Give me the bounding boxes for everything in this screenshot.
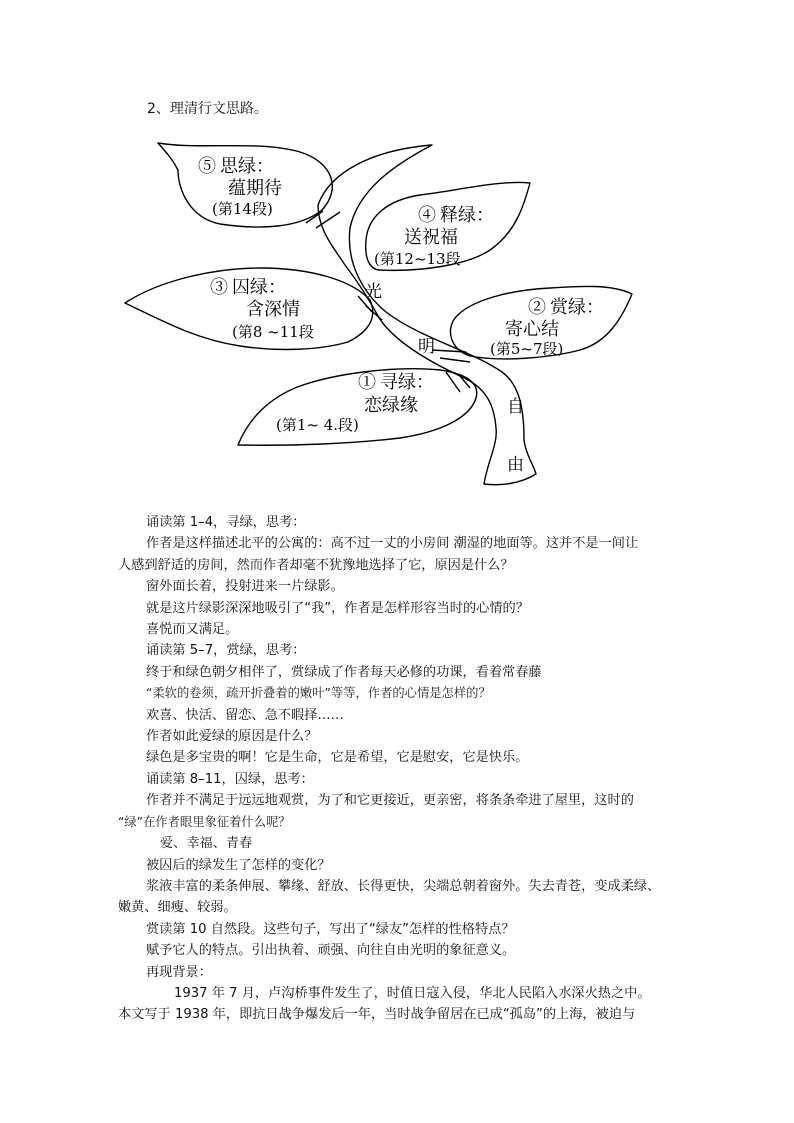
text-line: 窗外面长着，投射进来一片绿影。 [146,579,344,595]
svg-text:①寻绿： [358,372,434,393]
leaf-4-range: (第12~13段 [374,250,461,268]
text-line: “绿”在作者眼里象征着什么呢？ [118,814,291,829]
text-line: 喜悦而又满足。 [146,622,239,638]
text-line: 嫩黄、细瘦、较弱。 [118,900,237,916]
leaf-1-name: 寻绿： [380,372,434,393]
leaf-2-name: 赏绿： [550,297,604,318]
text-line: 1937 年 7 月，卢沟桥事件发生了，时值日寇入侵，华北人民陷入水深火热之中。 [174,985,651,1001]
text-line: 终于和绿色朝夕相伴了，赏绿成了作者每天必修的功课，看着常春藤 [146,664,542,680]
branch-right [432,350,470,362]
stem-char-ming: 明 [418,337,435,357]
text-line: 人感到舒适的房间，然而作者却毫不犹豫地选择了它，原因是什么？ [118,557,514,573]
text-line: 诵读第 1–4，寻绿，思考： [146,515,306,530]
text-line: 赋予它人的特点。引出执着、顽强、向往自由光明的象征意义。 [146,943,516,959]
leaf-3-name: 囚绿： [232,277,286,298]
leaf-1-number: ① [358,372,376,393]
leaf-3-number: ③ [210,277,228,298]
leaf-1-theme: 恋绿缘 [364,395,418,416]
leaf-5-theme: 蕴期待 [228,178,282,199]
leaf-5-number: ⑤ [198,156,216,177]
leaf-5-range: (第14段) [212,200,273,218]
leaf-2-theme: 寄心结 [505,319,559,340]
leaf-3-range: (第8 ~11段 [232,323,314,341]
text-line: 诵读第 5–7，赏绿，思考： [146,643,306,659]
text-line: 作者是这样描述北平的公寓的：高不过一丈的小房间 潮湿的地面等。这并不是一间让 [146,536,639,552]
structure-diagram [0,0,794,510]
branch-upper [306,211,340,228]
svg-text:⑤思绿： [198,156,274,177]
text-line: 被囚后的绿发生了怎样的变化？ [146,857,331,873]
leaf-2-number: ② [528,297,546,318]
text-line: 诵读第 8–11，囚绿，思考： [146,771,314,787]
stem-char-guang: 光 [365,282,382,302]
text-line: 绿色是多宝贵的啊！它是生命，它是希望，它是慰安，它是快乐。 [146,750,529,766]
text-line: “柔软的卷须，疏开折叠着的嫩叶”等等，作者的心情是怎样的？ [146,686,491,701]
text-line: 就是这片绿影深深地吸引了“我”，作者是怎样形容当时的心情的？ [146,600,529,616]
text-line: 本文写于 1938 年，即抗日战争爆发后一年，当时战争留居在已成“孤岛”的上海，被迫与 [118,1007,636,1023]
text-line: 赏读第 10 自然段。这些句子，写出了“绿友”怎样的性格特点？ [146,921,515,937]
text-line: 作者并不满足于远远地观赏，为了和它更接近，更亲密，将条条牵进了屋里，这时的 [146,793,634,809]
svg-text:③囚绿： [210,277,286,298]
svg-text:④释绿： [418,205,494,226]
text-line: 再现背景： [146,964,212,980]
stem-char-you: 由 [507,455,524,475]
leaf-4-theme: 送祝福 [404,227,458,248]
leaf-5-name: 思绿： [220,156,274,177]
body-text [118,512,680,1026]
leaf-3-theme: 含深情 [246,299,300,320]
text-line: 爱、幸福、青春 [160,836,253,852]
text-line: 欢喜、快活、留恋、急不暇择…… [146,707,344,723]
leaf-2-range: (第5~7段) [490,340,564,358]
stem-char-zi: 自 [507,397,524,417]
section-heading: 2、理清行文思路。 [147,101,268,117]
svg-text:②赏绿： [528,297,604,318]
leaf-4-name: 释绿： [440,205,494,226]
text-line: 作者如此爱绿的原因是什么？ [146,729,318,745]
leaf-4-number: ④ [418,205,436,226]
leaf-1-range: (第1~ 4.段) [276,416,359,434]
text-line: 浆液丰富的柔条伸展、攀缘、舒放、长得更快，尖端总朝着窗外。失去青苍，变成柔绿、 [146,878,661,894]
